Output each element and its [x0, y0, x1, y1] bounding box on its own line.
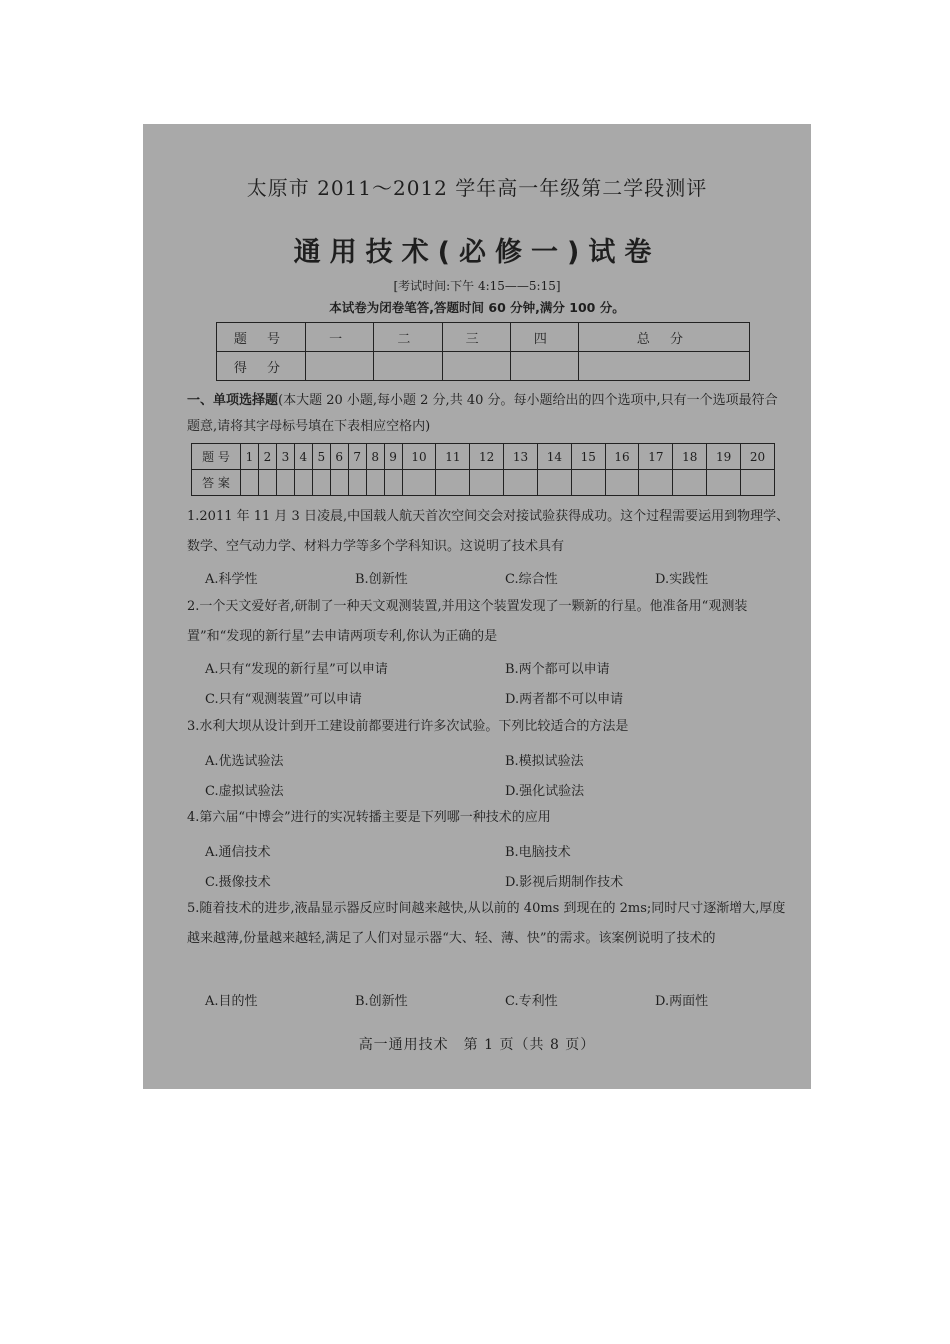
answer-number-cell: 2	[258, 444, 276, 470]
answer-number-cell: 7	[348, 444, 366, 470]
answer-blank-cell[interactable]	[241, 470, 259, 496]
answer-blank-cell[interactable]	[402, 470, 436, 496]
option[interactable]: C.虚拟试验法	[205, 784, 284, 799]
option[interactable]: D.影视后期制作技术	[505, 875, 624, 890]
answer-number-cell: 4	[294, 444, 312, 470]
option[interactable]: A.只有“发现的新行星”可以申请	[205, 662, 388, 677]
answer-blank-cell[interactable]	[330, 470, 348, 496]
question-stem: 1.2011 年 11 月 3 日凌晨,中国载人航天首次空间交会对接试验获得成功。这个过程需要运用到物理学、数学、空气动力学、材料力学等多个学科知识。这说明了技术具有	[187, 509, 790, 554]
score-table-score-row	[217, 352, 750, 381]
question-5	[187, 894, 797, 954]
answer-blank-cell[interactable]	[639, 470, 673, 496]
exam-note: 本试卷为闭卷笔答,答题时间 60 分钟,满分 100 分。	[329, 300, 625, 315]
question-4	[187, 803, 797, 833]
score-blank[interactable]	[306, 352, 374, 381]
option[interactable]: B.模拟试验法	[505, 754, 584, 769]
score-blank[interactable]	[442, 352, 510, 381]
option[interactable]: B.创新性	[355, 572, 408, 587]
answer-blank-cell[interactable]	[571, 470, 605, 496]
option[interactable]: D.实践性	[655, 572, 709, 587]
answer-blank-cell[interactable]	[384, 470, 402, 496]
section-desc: (本大题 20 小题,每小题 2 分,共 40 分。每小题给出的四个选项中,只有一个选项最符合题意,请将其字母标号填在下表相应空格内)	[187, 393, 778, 434]
question-stem: 5.随着技术的进步,液晶显示器反应时间越来越快,从以前的 40ms 到现在的 2ms;同时尺寸逐渐增大,厚度越来越薄,份量越来越轻,满足了人们对显示器“大、轻、薄、快”的需求。该案例说明了技术的	[187, 901, 786, 946]
answer-blank-cell[interactable]	[348, 470, 366, 496]
section-title: 一、单项选择题	[187, 393, 279, 408]
answer-number-cell: 9	[384, 444, 402, 470]
option[interactable]: C.专利性	[505, 994, 558, 1009]
answer-blank-cell[interactable]	[436, 470, 470, 496]
exam-time: [考试时间:下午 4:15——5:15]	[393, 279, 561, 293]
answer-number-cell: 19	[707, 444, 741, 470]
page-footer: 高一通用技术 第 1 页（共 8 页）	[358, 1037, 596, 1053]
answer-number-cell: 17	[639, 444, 673, 470]
option[interactable]: A.优选试验法	[205, 754, 284, 769]
answer-number-cell: 14	[537, 444, 571, 470]
exam-title: 通用技术(必修一)试卷	[293, 237, 661, 268]
score-table-header-row	[217, 323, 750, 352]
score-table	[216, 322, 750, 381]
score-blank[interactable]	[579, 352, 750, 381]
score-cell: 二	[374, 323, 442, 352]
answer-blank-cell[interactable]	[673, 470, 707, 496]
score-row-label: 得 分	[217, 352, 306, 381]
option[interactable]: D.两者都不可以申请	[505, 692, 624, 707]
score-blank[interactable]	[374, 352, 442, 381]
score-cell: 题 号	[217, 323, 306, 352]
option[interactable]: A.科学性	[205, 572, 258, 587]
exam-page	[143, 124, 811, 1089]
option[interactable]: C.综合性	[505, 572, 558, 587]
score-cell: 总 分	[579, 323, 750, 352]
answer-number-row	[192, 444, 775, 470]
option[interactable]: B.电脑技术	[505, 845, 571, 860]
answer-row	[192, 470, 775, 496]
answer-blank-cell[interactable]	[537, 470, 571, 496]
question-stem: 3.水利大坝从设计到开工建设前都要进行许多次试验。下列比较适合的方法是	[187, 719, 629, 734]
answer-number-cell: 11	[436, 444, 470, 470]
answer-number-cell: 13	[504, 444, 538, 470]
answer-number-cell: 1	[241, 444, 259, 470]
answer-table	[191, 443, 775, 496]
answer-row-label: 答 案	[192, 470, 241, 496]
option[interactable]: B.创新性	[355, 994, 408, 1009]
answer-blank-cell[interactable]	[741, 470, 775, 496]
answer-blank-cell[interactable]	[707, 470, 741, 496]
option[interactable]: A.通信技术	[205, 845, 271, 860]
answer-number-cell: 15	[571, 444, 605, 470]
answer-number-cell: 6	[330, 444, 348, 470]
answer-number-cell: 3	[276, 444, 294, 470]
score-cell: 四	[510, 323, 578, 352]
answer-blank-cell[interactable]	[294, 470, 312, 496]
answer-blank-cell[interactable]	[312, 470, 330, 496]
answer-number-cell: 16	[605, 444, 639, 470]
answer-head-label: 题 号	[192, 444, 241, 470]
answer-blank-cell[interactable]	[258, 470, 276, 496]
score-cell: 一	[306, 323, 374, 352]
question-3	[187, 712, 797, 742]
answer-number-cell: 20	[741, 444, 775, 470]
score-blank[interactable]	[510, 352, 578, 381]
score-cell: 三	[442, 323, 510, 352]
question-2	[187, 592, 797, 652]
answer-blank-cell[interactable]	[470, 470, 504, 496]
option[interactable]: A.目的性	[205, 994, 258, 1009]
answer-number-cell: 18	[673, 444, 707, 470]
section-heading	[187, 388, 787, 440]
question-1	[187, 502, 797, 562]
answer-blank-cell[interactable]	[605, 470, 639, 496]
option[interactable]: B.两个都可以申请	[505, 662, 610, 677]
answer-blank-cell[interactable]	[504, 470, 538, 496]
answer-number-cell: 10	[402, 444, 436, 470]
answer-number-cell: 5	[312, 444, 330, 470]
question-stem: 2.一个天文爱好者,研制了一种天文观测装置,并用这个装置发现了一颗新的行星。他准备用“观测装置”和“发现的新行星”去申请两项专利,你认为正确的是	[187, 599, 748, 644]
answer-blank-cell[interactable]	[366, 470, 384, 496]
exam-header: 太原市 2011～2012 学年高一年级第二学段测评	[246, 176, 708, 200]
answer-number-cell: 12	[470, 444, 504, 470]
option[interactable]: C.只有“观测装置”可以申请	[205, 692, 362, 707]
question-stem: 4.第六届“中博会”进行的实况转播主要是下列哪一种技术的应用	[187, 810, 551, 825]
answer-number-cell: 8	[366, 444, 384, 470]
option[interactable]: D.强化试验法	[505, 784, 585, 799]
option[interactable]: C.摄像技术	[205, 875, 271, 890]
answer-blank-cell[interactable]	[276, 470, 294, 496]
option[interactable]: D.两面性	[655, 994, 709, 1009]
